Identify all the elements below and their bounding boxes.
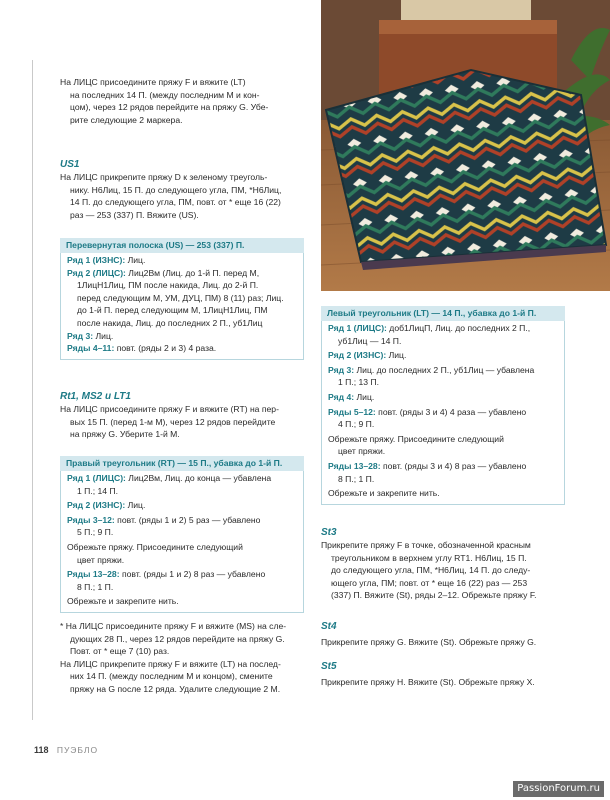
intro-line: на последних 14 П. (между последним М и кон-: [70, 89, 260, 100]
heading-rest: — 253 (337) П.: [183, 240, 245, 250]
blanket-photo: [321, 0, 610, 291]
row-text: доб1ЛицП, Лиц. до последних 2 П.,: [386, 323, 531, 333]
row-key: Ряд 2 (ИЗНС):: [67, 500, 126, 511]
st4-title: St4: [321, 621, 337, 632]
row-key: Ряд 3:: [67, 330, 94, 341]
row-key: Ряды 5–12:: [328, 406, 376, 417]
row-text: 1 П.; 13 П.: [338, 377, 380, 388]
inverted-strip-heading: [60, 238, 304, 253]
row-text: 8 П.; 1 П.: [338, 473, 375, 484]
row-text: уб1Лиц — 14 П.: [338, 335, 402, 346]
left-triangle-heading: [321, 306, 565, 321]
st4-line: Прикрепите пряжу G. Вяжите (St). Обрежьте пряжу G.: [321, 637, 537, 647]
row-text: повт. (ряды 2 и 3) 4 раза.: [114, 343, 217, 354]
instruction-text: Обрежьте и закрепите нить.: [67, 596, 179, 607]
st3-line: Прикрепите пряжу F в точке, обозначенной красным: [321, 540, 531, 550]
st3-line: до следующего угла, ПМ, *Н6Лиц, 14 П. до следу-: [331, 565, 531, 576]
row-text: повт. (ряды 3 и 4) 8 раз — убавлено: [380, 460, 527, 471]
st3-title: St3: [321, 527, 337, 538]
row-text: Лиц.: [125, 500, 146, 511]
row-text: Лиц.: [93, 330, 114, 341]
row-text: перед следующим М, УМ, ДУЦ, ПМ) 8 (11) раз; Лиц.: [77, 292, 284, 303]
row-text: 4 П.; 9 П.: [338, 419, 375, 430]
row-key: Ряд 2 (ЛИЦС):: [67, 267, 126, 278]
right-triangle-box: [60, 456, 304, 613]
note-line: Повт. от * еще 7 (10) раз.: [70, 646, 170, 657]
st5-title: St5: [321, 661, 337, 672]
blanket-photo-illustration: [321, 0, 610, 291]
row-text: повт. (ряды 3 и 4) 4 раза — убавлено: [375, 406, 527, 417]
heading-key: Правый треугольник (RT): [66, 458, 175, 468]
rt1-line: На ЛИЦС присоедините пряжу F и вяжите (RT) на пер-: [60, 404, 279, 414]
left-triangle-body: [321, 321, 565, 505]
row-text: 1 П.; 14 П.: [77, 485, 119, 496]
st3-line: (337) П. Вяжите (St), ряды 2–12. Обрежьте пряжу F.: [331, 590, 537, 601]
intro-line: цом), через 12 рядов перейдите на пряжу G. Убе-: [70, 102, 269, 113]
row-key: Ряд 1 (ЛИЦС):: [328, 323, 387, 333]
row-key: Ряд 3:: [328, 364, 355, 375]
heading-key: Левый треугольник (LT): [327, 308, 429, 318]
section-name: ПУЭБЛО: [56, 745, 99, 755]
note-line: пряжу на G после 12 ряда. Удалите следующие 2 М.: [70, 683, 281, 694]
us1-line: раз — 253 (337) П. Вяжите (US).: [70, 209, 199, 220]
right-triangle-body: [60, 471, 304, 613]
instruction-text: Обрежьте пряжу. Присоедините следующий: [328, 433, 504, 444]
us1-line: На ЛИЦС прикрепите пряжу D к зеленому треуголь-: [60, 172, 268, 182]
rt1-section: [60, 390, 310, 441]
row-text: 5 П.; 9 П.: [77, 527, 114, 538]
row-text: Лиц2Вм, Лиц. до конца — убавлена: [125, 473, 272, 483]
note-line: дующих 28 П., через 12 рядов перейдите на пряжу G.: [70, 633, 285, 644]
heading-rest: — 15 П., убавка до 1-й П.: [175, 458, 283, 468]
row-key: Ряд 1 (ЛИЦС):: [67, 473, 126, 483]
note-line: них 14 П. (между последним М и концом), смените: [70, 671, 273, 682]
page-footer: [34, 744, 98, 757]
row-text: Лиц.: [354, 391, 375, 402]
row-text: Лиц.: [125, 255, 146, 265]
rt1-line: на пряжу G. Уберите 1-й М.: [70, 429, 180, 440]
row-text: повт. (ряды 1 и 2) 8 раз — убавлено: [119, 569, 266, 580]
st5-line: Прикрепите пряжу H. Вяжите (St). Обрежьте пряжу X.: [321, 677, 535, 687]
page-number: 118: [34, 745, 49, 755]
heading-rest: — 14 П., убавка до 1-й П.: [429, 308, 537, 318]
instruction-text: цвет пряжи.: [338, 446, 386, 457]
row-text: 1ЛицН1Лиц, ПМ после накида, Лиц. до 2-й П.: [77, 280, 259, 291]
row-key: Ряд 2 (ИЗНС):: [328, 350, 387, 361]
row-text: Лиц.: [386, 350, 407, 361]
notes-section: [60, 620, 310, 696]
row-text: повт. (ряды 1 и 2) 5 раз — убавлено: [114, 514, 261, 525]
inverted-strip-body: [60, 253, 304, 360]
us1-title: US1: [60, 159, 80, 170]
watermark-text: PassionForum.ru: [517, 783, 600, 795]
row-key: Ряд 4:: [328, 391, 355, 402]
row-key: Ряды 3–12:: [67, 514, 115, 525]
intro-paragraph: [60, 76, 310, 126]
left-triangle-box: [321, 306, 565, 505]
row-key: Ряды 4–11:: [67, 343, 115, 354]
st5-section: [321, 660, 581, 689]
note-line: * На ЛИЦС присоедините пряжу F и вяжите (MS) на сле-: [60, 621, 287, 631]
intro-line: На ЛИЦС присоедините пряжу F и вяжите (LT): [60, 77, 246, 87]
st3-line: ющего угла, ПМ; повт. от * еще 16 (22) раз — 253: [331, 577, 528, 588]
st4-section: [321, 620, 581, 649]
row-text: 8 П.; 1 П.: [77, 581, 114, 592]
instruction-text: Обрежьте пряжу. Присоедините следующий: [67, 541, 243, 552]
heading-key: Перевернутая полоска (US): [66, 240, 184, 250]
instruction-text: цвет пряжи.: [77, 554, 125, 565]
intro-line: рите следующие 2 маркера.: [70, 114, 183, 125]
row-key: Ряд 1 (ИЗНС):: [67, 255, 126, 265]
row-text: Лиц2Вм (Лиц. до 1-й П. перед М,: [125, 267, 260, 278]
margin-rule: [32, 60, 33, 720]
us1-section: [60, 158, 310, 221]
row-text: до 1-й П. перед следующим М, 1ЛицН1Лиц, ПМ: [77, 305, 268, 316]
rt1-line: вых 15 П. (перед 1-м М), через 12 рядов перейдите: [70, 416, 276, 427]
note-line: На ЛИЦС прикрепите пряжу F и вяжите (LT) на послед-: [60, 658, 281, 669]
row-key: Ряды 13–28:: [328, 460, 381, 471]
instruction-text: Обрежьте и закрепите нить.: [328, 488, 440, 499]
st3-section: [321, 526, 581, 602]
rt1-title: Rt1, MS2 и LT1: [60, 391, 131, 402]
right-triangle-heading: [60, 456, 304, 471]
us1-line: нику. Н6Лиц, 15 П. до следующего угла, ПМ, *Н6Лиц,: [70, 184, 282, 195]
inverted-strip-box: [60, 238, 304, 360]
row-text: после накида, Лиц. до последних 2 П., уб1Лиц: [77, 317, 263, 328]
row-key: Ряды 13–28:: [67, 569, 120, 580]
us1-line: 14 П. до следующего угла, ПМ, повт. от * еще 16 (22): [70, 197, 281, 208]
watermark: [513, 781, 604, 797]
row-text: Лиц. до последних 2 П., уб1Лиц — убавлена: [354, 364, 535, 375]
st3-line: треугольником в верхнем углу RT1. Н6Лиц, 15 П.: [331, 552, 527, 563]
